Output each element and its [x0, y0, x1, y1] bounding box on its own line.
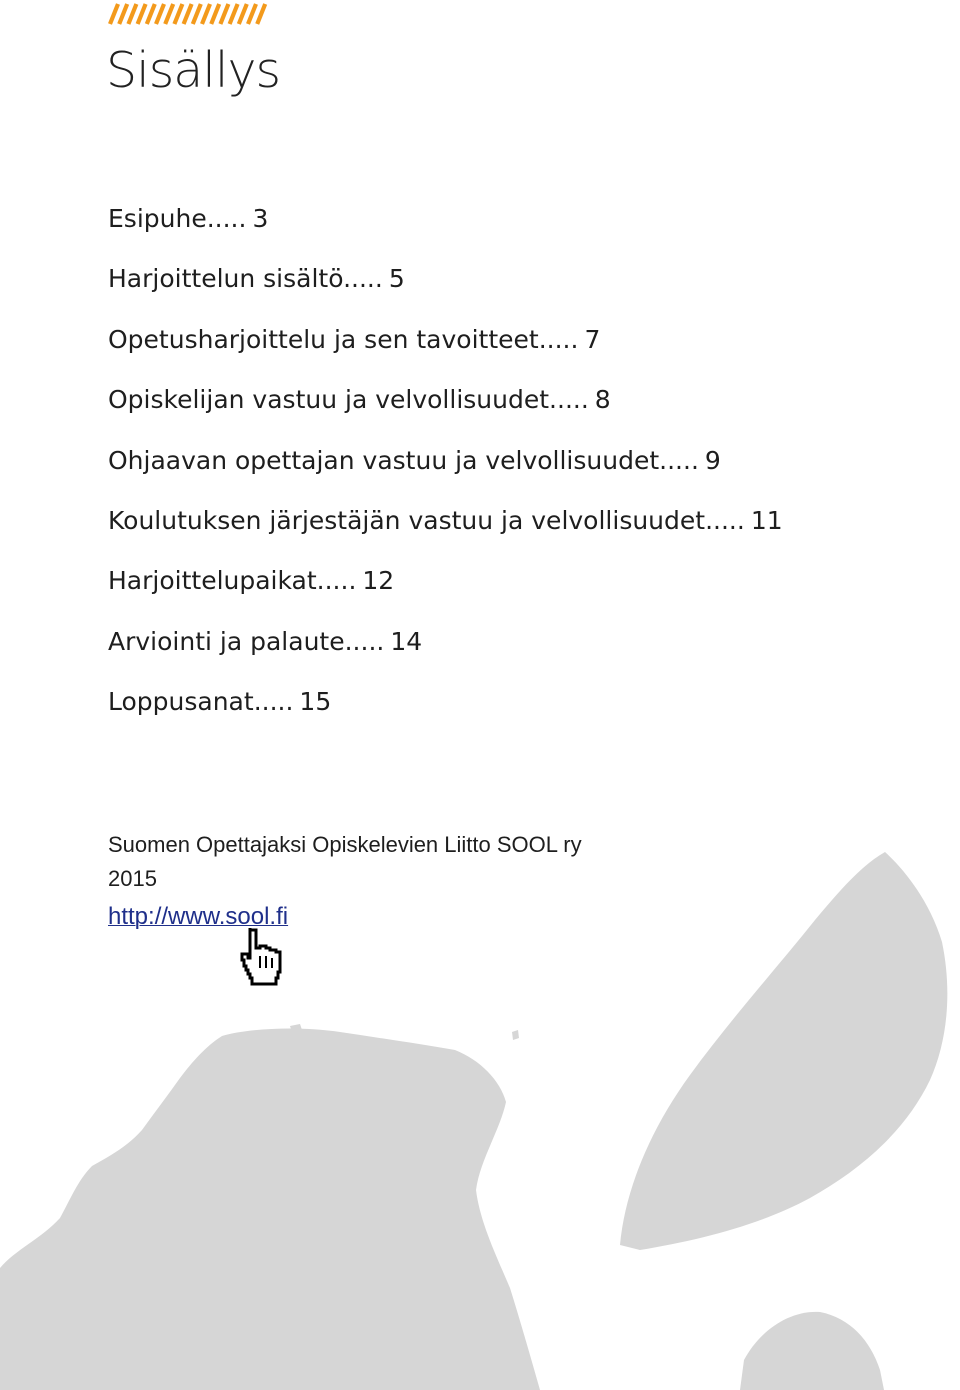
stripe-mark	[230, 4, 238, 24]
toc-item-label: Arviointi ja palaute	[108, 626, 345, 656]
toc-item-leader: .....	[538, 324, 579, 354]
toc-item-page: 8	[594, 385, 611, 415]
toc-item-label: Ohjaavan opettajan vastuu ja velvollisuudet	[108, 445, 660, 475]
toc-item-page: 3	[252, 204, 269, 233]
stripe-mark	[239, 4, 247, 24]
stripe-mark	[110, 4, 118, 24]
toc-item-leader: .....	[253, 687, 294, 717]
toc-item-label: Harjoittelupaikat	[108, 566, 317, 596]
organization-name: Suomen Opettajaksi Opiskelevien Liitto SOOL ry	[108, 832, 582, 857]
toc-item-label: Koulutuksen järjestäjän vastuu ja velvollisuudet	[108, 505, 706, 535]
toc-item-label: Opetusharjoittelu ja sen tavoitteet	[108, 324, 539, 354]
toc-item	[108, 383, 783, 443]
toc-item	[108, 625, 783, 685]
toc-item	[108, 262, 783, 322]
stripe-mark	[202, 4, 210, 24]
stripe-mark	[119, 4, 127, 24]
toc-item	[108, 685, 783, 745]
stripe-mark	[156, 4, 164, 24]
toc-item-label: Opiskelijan vastuu ja velvollisuudet	[108, 385, 550, 415]
toc-item-page: 15	[299, 687, 332, 717]
toc-item-page: 14	[390, 626, 423, 656]
toc-item-label: Harjoittelun sisältö	[108, 264, 344, 294]
toc-item-page: 5	[388, 264, 405, 294]
toc-item	[108, 202, 783, 262]
stripe-mark	[248, 4, 256, 24]
website-link[interactable]: http://www.sool.fi	[108, 903, 289, 930]
toc-item	[108, 504, 783, 564]
toc-item	[108, 564, 783, 624]
stripe-mark	[220, 4, 228, 24]
header-stripes-decoration	[108, 3, 268, 25]
toc-item-page: 11	[750, 505, 783, 535]
page-title: Sisällys	[106, 42, 281, 99]
publication-year: 2015	[108, 866, 157, 891]
toc-item	[108, 444, 783, 504]
toc-item-leader: .....	[659, 445, 699, 475]
toc-item-leader: .....	[343, 264, 383, 294]
toc-item-leader: .....	[316, 566, 357, 596]
toc-item-label: Loppusanat	[108, 687, 254, 717]
stripe-mark	[257, 4, 265, 24]
stripe-mark	[211, 4, 219, 24]
toc-item-leader: .....	[344, 626, 385, 656]
toc-item-page: 9	[704, 445, 721, 475]
stripe-mark	[174, 4, 182, 24]
stripe-mark	[193, 4, 201, 24]
toc-item-leader: .....	[705, 505, 745, 535]
stripe-mark	[184, 4, 192, 24]
toc-item-leader: .....	[206, 204, 247, 233]
toc-item-leader: .....	[549, 385, 589, 415]
toc-item	[108, 323, 783, 383]
stripe-mark	[165, 4, 173, 24]
toc-item-page: 7	[584, 324, 601, 354]
hand-cursor-icon	[238, 928, 286, 986]
stripe-mark	[138, 4, 146, 24]
stripe-mark	[128, 4, 136, 24]
stripe-mark	[147, 4, 155, 24]
toc-item-label: Esipuhe	[108, 204, 207, 233]
table-of-contents	[108, 202, 783, 746]
toc-item-page: 12	[362, 566, 395, 596]
